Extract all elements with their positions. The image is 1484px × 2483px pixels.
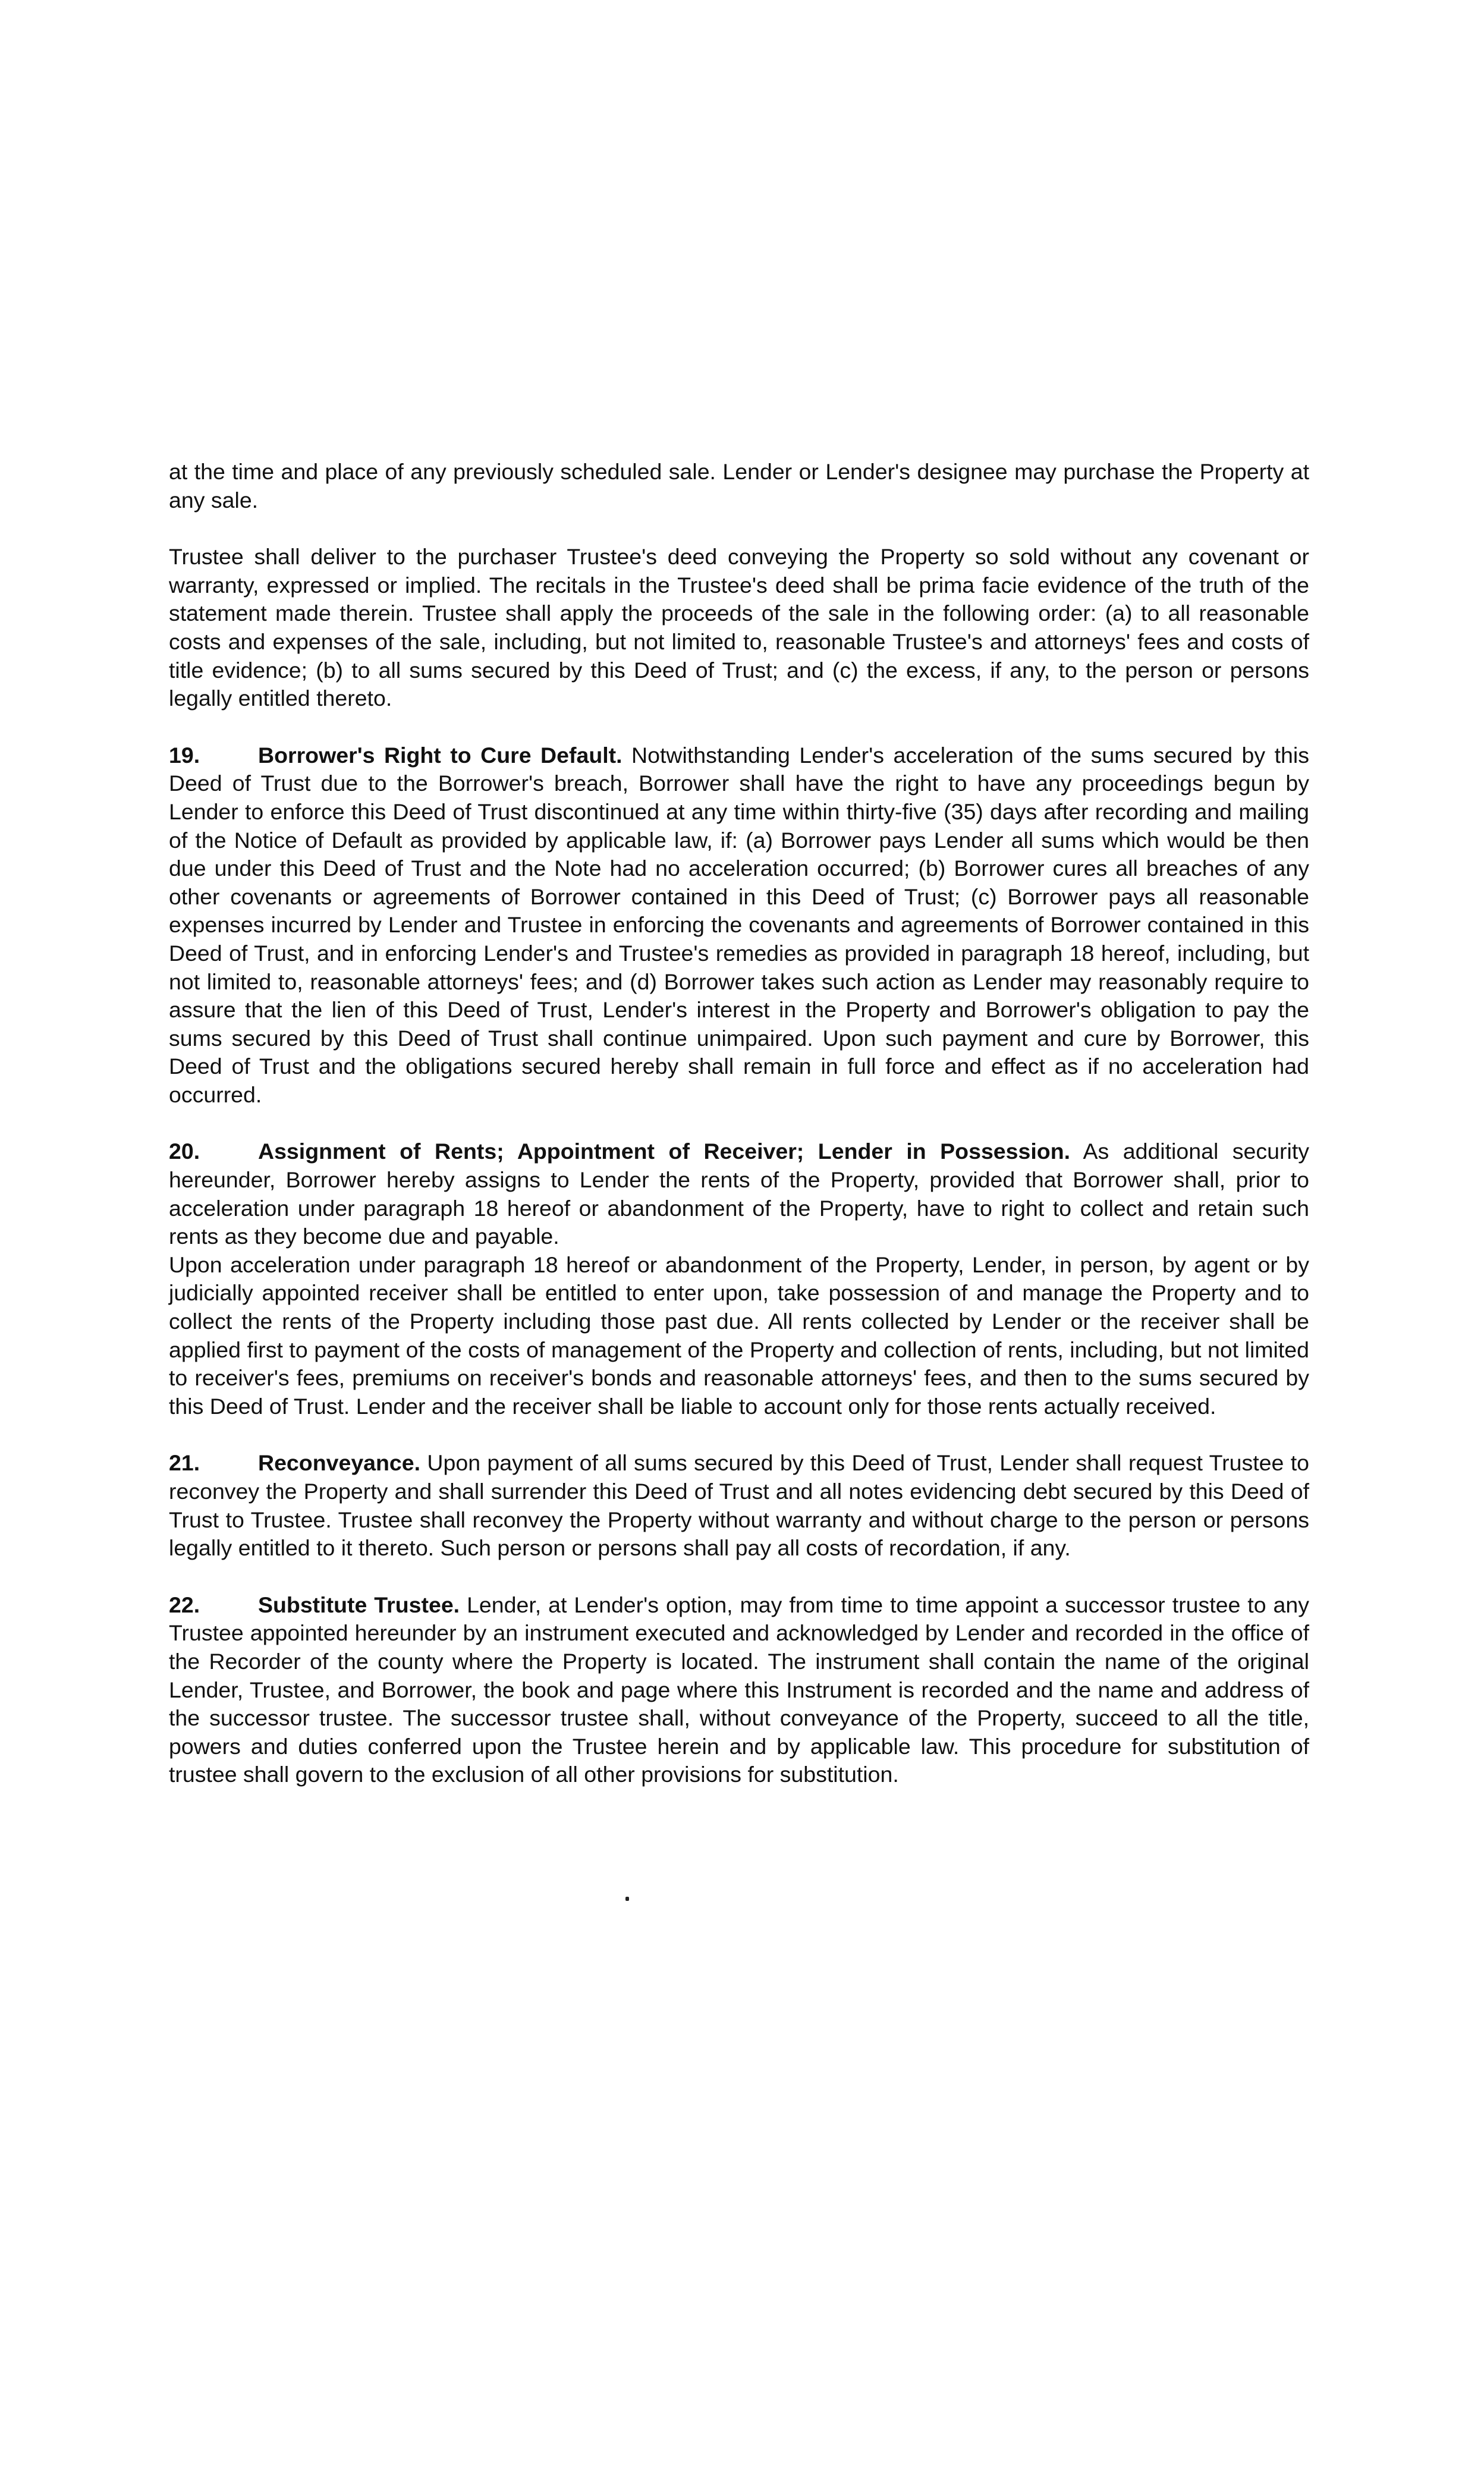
section-number: 19. xyxy=(169,742,200,768)
section-22 xyxy=(169,1591,1309,1789)
section-heading: Reconveyance. xyxy=(258,1450,421,1476)
section-21 xyxy=(169,1449,1309,1562)
section-number: 22. xyxy=(169,1592,200,1617)
section-number: 20. xyxy=(169,1139,200,1164)
section-heading: Substitute Trustee. xyxy=(258,1592,460,1617)
section-body: Upon payment of all sums secured by this Deed of Trust, Lender shall request Trustee to reconvey the Property and shall surrender this Deed of Trust and all notes evidencing debt secured by this Deed of Trust to Trustee. Trustee shall reconvey the Property without warranty and without charge to the person or persons legally entitled to it thereto. Such person or persons shall pay all costs of recordation, if any. xyxy=(169,1450,1309,1561)
stray-mark xyxy=(625,1897,629,1901)
section-19 xyxy=(169,741,1309,1110)
document-page xyxy=(169,458,1309,1818)
trustee-deed-paragraph: Trustee shall deliver to the purchaser Trustee's deed conveying the Property so sold without any covenant or warranty, expressed or implied. The recitals in the Trustee's deed shall be prima facie evidence of the truth of the statement made therein. Trustee shall apply the proceeds of the sale in the following order: (a) to all reasonable costs and expenses of the sale, including, but not limited to, reasonable Trustee's and attorneys' fees and costs of title evidence; (b) to all sums secured by this Deed of Trust; and (c) the excess, if any, to the person or persons legally entitled thereto. xyxy=(169,544,1309,711)
section-heading: Assignment of Rents; Appointment of Receiver; Lender in Possession. xyxy=(258,1139,1071,1164)
section-body: Lender, at Lender's option, may from time to time appoint a successor trustee to any Trustee appointed hereunder by an instrument executed and acknowledged by Lender and recorded in the office of the Recorder of the county where the Property is located. The instrument shall contain the name of the original Lender, Trustee, and Borrower, the book and page where this Instrument is recorded and the name and address of the successor trustee. The successor trustee shall, without conveyance of the Property, succeed to all the title, powers and duties conferred upon the Trustee herein and by applicable law. This procedure for substitution of trustee shall govern to the exclusion of all other provisions for substitution. xyxy=(169,1592,1310,1787)
section-body: As additional security hereunder, Borrower hereby assigns to Lender the rents of the Property, provided that Borrower shall, prior to acceleration under paragraph 18 hereof or abandonment of the Property, have to right to collect and retain such rents as they become due and payable. xyxy=(169,1139,1309,1249)
continuation-paragraph: at the time and place of any previously scheduled sale. Lender or Lender's designee may purchase the Property at any sale. xyxy=(169,459,1309,513)
section-body: Notwithstanding Lender's acceleration of the sums secured by this Deed of Trust due to the Borrower's breach, Borrower shall have the right to have any proceedings begun by Lender to enforce this Deed of Trust discontinued at any time within thirty-five (35) days after recording and mailing of the Notice of Default as provided by applicable law, if: (a) Borrower pays Lender all sums which would be then due under this Deed of Trust and the Note had no acceleration occurred; (b) Borrower cures all breaches of any other covenants or agreements of Borrower contained in this Deed of Trust; (c) Borrower pays all reasonable expenses incurred by Lender and Trustee in enforcing the covenants and agreements of Borrower contained in this Deed of Trust, and in enforcing Lender's and Trustee's remedies as provided in paragraph 18 hereof, including, but not limited to, reasonable attorneys' fees; and (d) Borrower takes such action as Lender may reasonably require to assure that the lien of this Deed of Trust, Lender's interest in the Property and Borrower's obligation to pay the sums secured by this Deed of Trust shall continue unimpaired. Upon such payment and cure by Borrower, this Deed of Trust and the obligations secured hereby shall remain in full force and effect as if no acceleration had occurred. xyxy=(169,742,1309,1107)
section-20 xyxy=(169,1137,1309,1250)
section-20-continued: Upon acceleration under paragraph 18 hereof or abandonment of the Property, Lender, in person, by agent or by judicially appointed receiver shall be entitled to enter upon, take possession of and manage the Property and to collect the rents of the Property including those past due. All rents collected by Lender or the receiver shall be applied first to payment of the costs of management of the Property and collection of rents, including, but not limited to receiver's fees, premiums on receiver's bonds and reasonable attorneys' fees, and then to the sums secured by this Deed of Trust. Lender and the receiver shall be liable to account only for those rents actually received. xyxy=(169,1252,1309,1419)
section-heading: Borrower's Right to Cure Default. xyxy=(258,742,622,768)
section-number: 21. xyxy=(169,1450,200,1476)
